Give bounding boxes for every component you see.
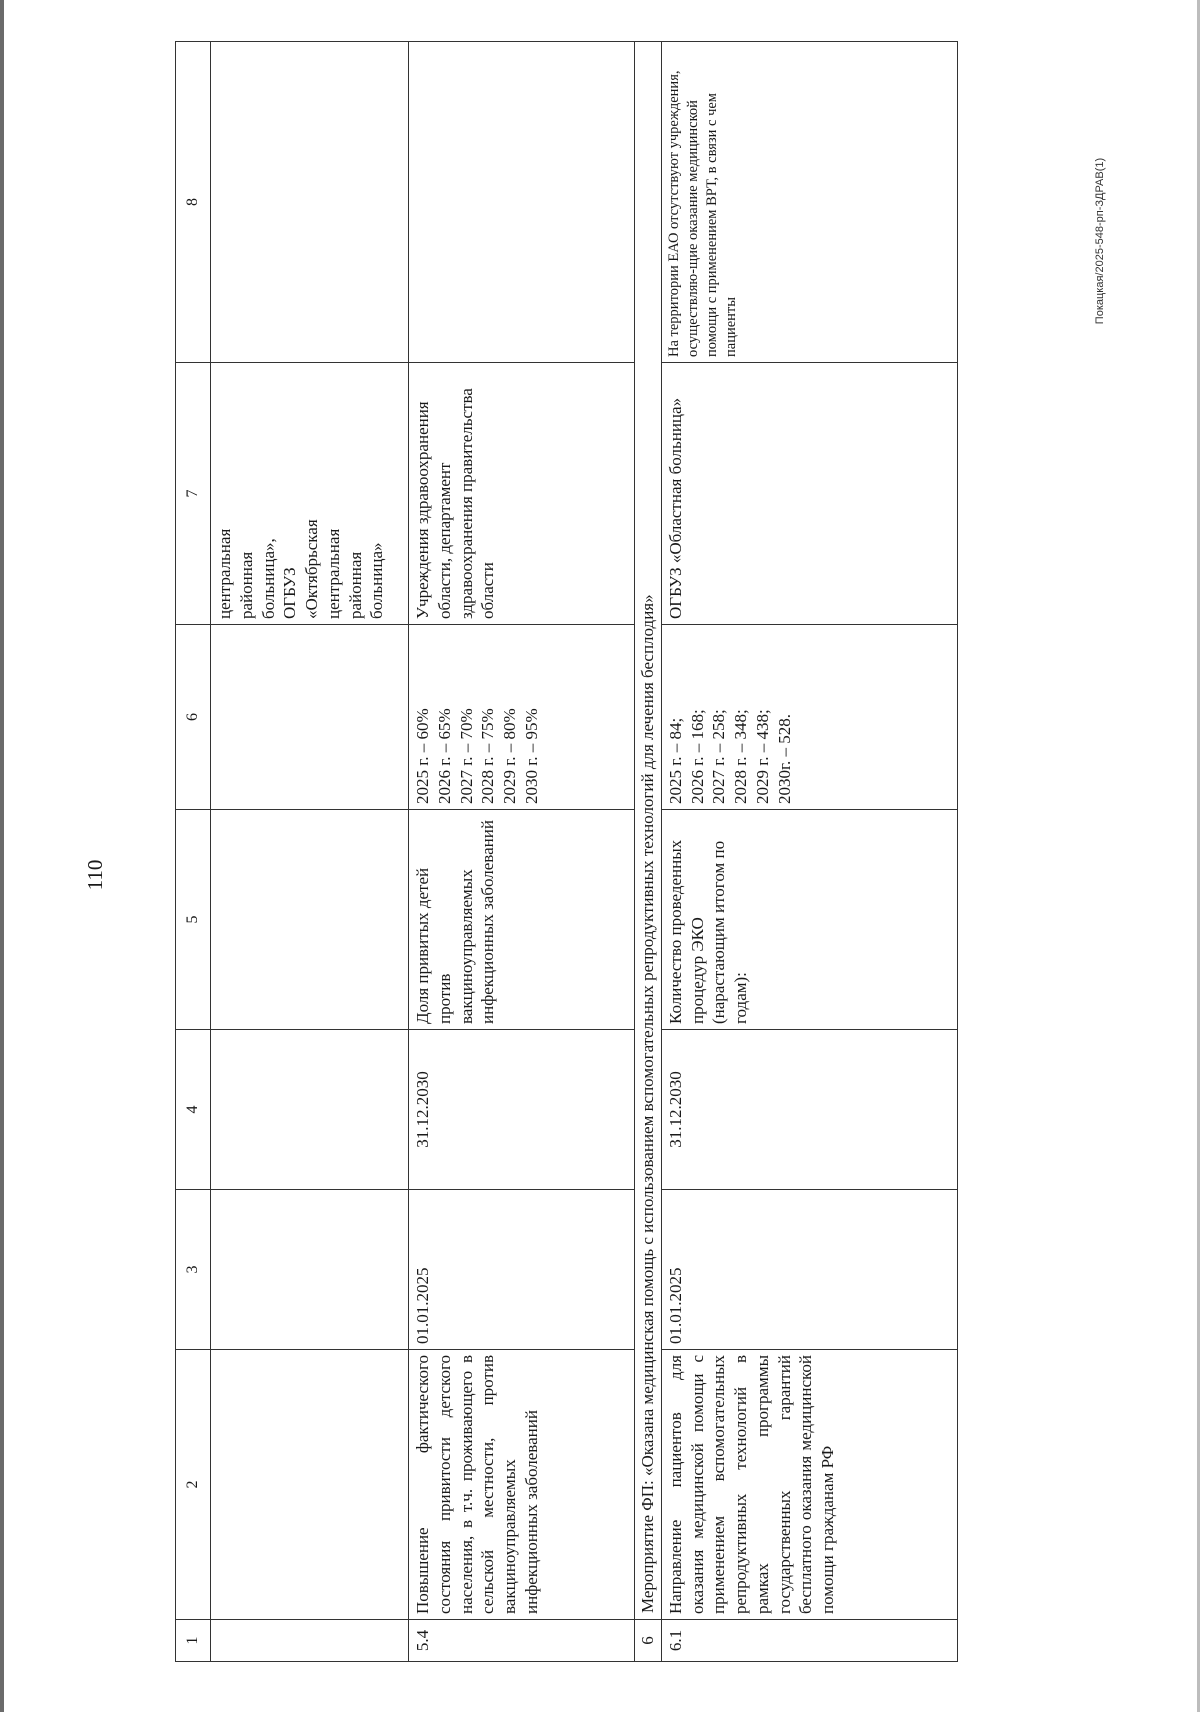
row-number: 5.4 — [409, 1620, 635, 1662]
empty-cell — [211, 42, 409, 363]
column-number: 2 — [176, 1350, 211, 1620]
start-date: 01.01.2025 — [409, 1190, 635, 1350]
indicator-value: 2028 г. – 75% — [478, 708, 498, 804]
measure-name: Направление пациентов для оказания медицинской помощи с применением вспомогательных репродуктивных технологий в рамках программы государственных гарантий бесплатного оказания медицинской помощи гражданам РФ — [661, 1350, 957, 1620]
indicator-name: Количество проведенных процедур ЭКО (нарастающим итогом по годам): — [661, 810, 957, 1030]
rotated-table-wrapper — [175, 42, 1065, 1662]
executor-line: районная — [345, 551, 365, 619]
executor-line: центральная — [323, 528, 343, 619]
continuation-row — [211, 42, 409, 1662]
indicator-value: 2030г. – 528. — [774, 713, 794, 804]
measures-table — [175, 41, 958, 1662]
executor-line: ОГБУЗ — [280, 567, 300, 619]
column-number: 8 — [176, 42, 211, 363]
document-reference: Покацкая/2025-548-рп-ЗДРАВ(1) — [1094, 157, 1106, 325]
table-row-6-1 — [661, 42, 957, 1662]
indicator-value: 2026 г. – 65% — [434, 708, 454, 804]
end-date: 31.12.2030 — [409, 1030, 635, 1190]
column-number: 3 — [176, 1190, 211, 1350]
indicator-value: 2027 г. – 70% — [456, 708, 476, 804]
column-number: 5 — [176, 810, 211, 1030]
empty-cell — [211, 1190, 409, 1350]
note — [409, 42, 635, 363]
measure-name: Повышение фактического состояния привитости детского населения, в т.ч. проживающего в сельской местности, против вакциноуправляемых инфекционных заболеваний — [409, 1350, 635, 1620]
column-number: 7 — [176, 363, 211, 625]
section-6-row — [635, 42, 662, 1662]
executor-continuation-cell — [211, 363, 409, 625]
empty-cell — [211, 1030, 409, 1190]
end-date: 31.12.2030 — [661, 1030, 957, 1190]
indicator-value: 2025 г. – 84; — [665, 717, 685, 804]
column-number: 4 — [176, 1030, 211, 1190]
executor-line: центральная — [215, 528, 234, 619]
row-number: 6.1 — [661, 1620, 957, 1662]
empty-cell — [211, 810, 409, 1030]
empty-cell — [211, 625, 409, 810]
executor-line: больница» — [367, 542, 387, 619]
empty-cell — [211, 1620, 409, 1662]
executor: Учреждения здравоохранения области, департамент здравоохранения правительства области — [409, 363, 635, 625]
indicator-value: 2027 г. – 258; — [709, 709, 729, 804]
page-number: 110 — [83, 859, 107, 891]
indicator-value: 2026 г. – 168; — [687, 709, 707, 804]
executor: ОГБУЗ «Областная больница» — [661, 363, 957, 625]
indicator-name: Доля привитых детей против вакциноуправляемых инфекционных заболеваний — [409, 810, 635, 1030]
indicator-values — [409, 625, 635, 810]
indicator-value: 2028 г. – 348; — [731, 709, 750, 804]
table-row-5-4 — [409, 42, 635, 1662]
note: На территории ЕАО отсутствуют учреждения, осуществляю-щие оказание медицинской помощи с применением ВРТ, в связи с чем пациенты — [661, 42, 957, 363]
empty-cell — [211, 1350, 409, 1620]
executor-line: больница», — [258, 538, 278, 619]
indicator-value: 2025 г. – 60% — [413, 708, 432, 804]
column-number: 6 — [176, 625, 211, 810]
executor-line: «Октябрьская — [302, 519, 321, 619]
scan-edge-left — [0, 0, 4, 1712]
indicator-value: 2029 г. – 80% — [500, 708, 519, 804]
section-title: Мероприятие ФП: «Оказана медицинская помощь с использованием вспомогательных репродуктивных технологий для лечения бесплодия» — [635, 42, 662, 1620]
column-number: 1 — [176, 1620, 211, 1662]
start-date: 01.01.2025 — [661, 1190, 957, 1350]
indicator-value: 2030 г. – 95% — [521, 708, 541, 804]
executor-line: районная — [236, 551, 256, 619]
indicator-value: 2029 г. – 438; — [752, 709, 772, 804]
section-number: 6 — [635, 1620, 662, 1662]
indicator-values — [661, 625, 957, 810]
column-number-row — [176, 42, 211, 1662]
